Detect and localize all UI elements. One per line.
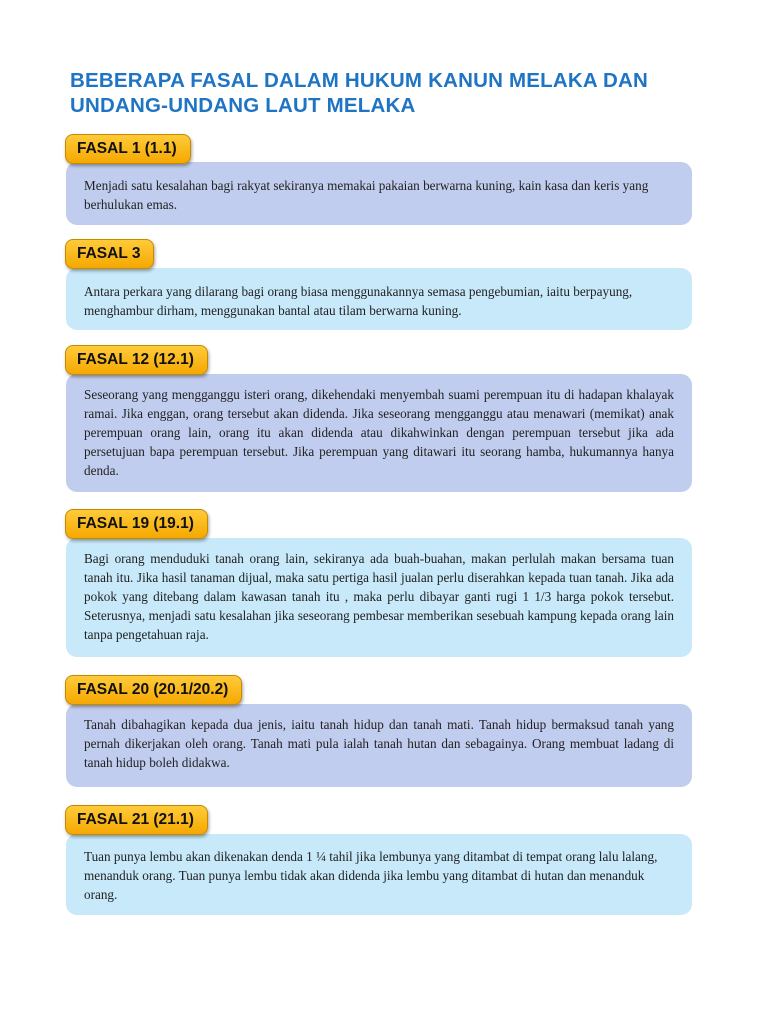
page-title-line-1: BEBERAPA FASAL DALAM HUKUM KANUN MELAKA DAN xyxy=(70,69,649,92)
section-label: FASAL 21 (21.1) xyxy=(65,805,208,835)
section-text: Tanah dibahagikan kepada dua jenis, iaitu tanah hidup dan tanah mati. Tanah hidup bermaksud tanah yang pernah dikerjakan oleh orang. Tanah mati pula ialah tanah hutan dan sebagainya. Orang membuat ladang di tanah hidup boleh didakwa. xyxy=(66,704,692,787)
section-label: FASAL 20 (20.1/20.2) xyxy=(65,675,242,705)
page-title-line-2: UNDANG-UNDANG LAUT MELAKA xyxy=(70,94,416,117)
section-text: Menjadi satu kesalahan bagi rakyat sekiranya memakai pakaian berwarna kuning, kain kasa dan keris yang berhulukan emas. xyxy=(66,162,692,225)
section-label: FASAL 19 (19.1) xyxy=(65,509,208,539)
page-title xyxy=(70,68,690,118)
section-text: Tuan punya lembu akan dikenakan denda 1 ¼ tahil jika lembunya yang ditambat di tempat orang lalu lalang, menanduk orang. Tuan punya lembu tidak akan didenda jika lembu yang ditambat di hutan dan menanduk orang. xyxy=(66,834,692,915)
section-text: Bagi orang menduduki tanah orang lain, sekiranya ada buah-buahan, makan perlulah makan bersama tuan tanah itu. Jika hasil tanaman dijual, maka satu pertiga hasil jualan perlu diserahkan kepada tuan tanah. Jika ada pokok yang ditebang dalam kawasan tanah itu , maka perlu dibayar ganti rugi 1 1/3 harga pokok tersebut. Seterusnya, menjadi satu kesalahan jika seseorang pembesar memberikan sesebuah kampung kepada orang lain tanpa pengetahuan raja. xyxy=(66,538,692,657)
section-text: Seseorang yang mengganggu isteri orang, dikehendaki menyembah suami perempuan itu di hadapan khalayak ramai. Jika enggan, orang tersebut akan didenda. Jika seseorang mengganggu atau menawari (memikat) anak perempuan orang lain, orang itu akan didenda atau dikahwinkan dengan perempuan tersebut jika ada persetujuan bapa perempuan tersebut. Jika perempuan yang ditawari itu seorang hamba, hukumannya hanya denda. xyxy=(66,374,692,492)
section-label: FASAL 12 (12.1) xyxy=(65,345,208,375)
section-label: FASAL 3 xyxy=(65,239,154,269)
section-label: FASAL 1 (1.1) xyxy=(65,134,191,164)
section-text: Antara perkara yang dilarang bagi orang biasa menggunakannya semasa pengebumian, iaitu berpayung, menghambur dirham, menggunakan bantal atau tilam berwarna kuning. xyxy=(66,268,692,330)
